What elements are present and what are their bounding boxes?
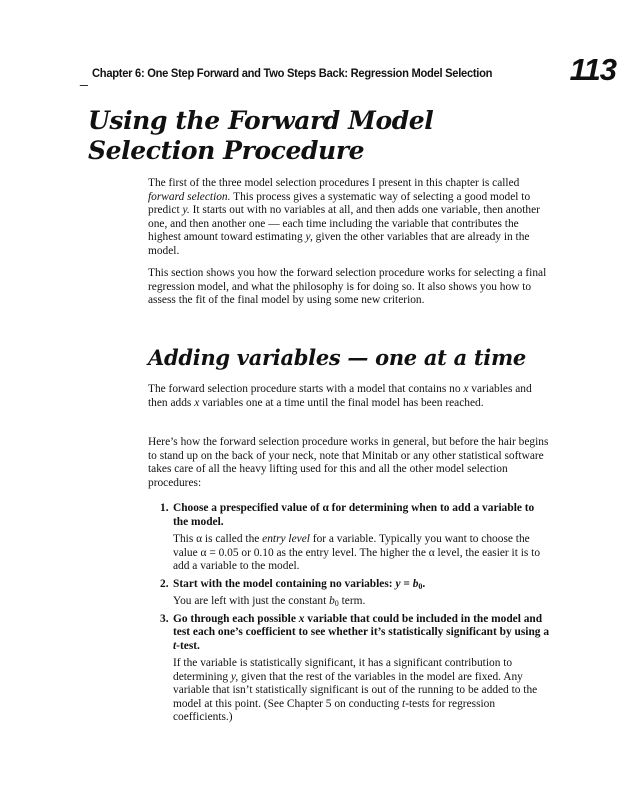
- emphasis: x: [463, 383, 469, 395]
- text-run: -tests for regression coefficients.): [173, 697, 496, 723]
- emphasis: y,: [305, 231, 313, 243]
- subscript: 0: [418, 581, 423, 591]
- overview-paragraph: This section shows you how the forward selection procedure works for selecting a final regression model, and what the philosophy is for doing so. It also shows you how to assess the fit of the final model by using some new criterion.: [148, 267, 547, 306]
- subsection-title: Adding variables — one at a time: [148, 345, 526, 370]
- emphasis: y: [395, 577, 401, 590]
- text-run: variables and then adds: [148, 383, 532, 409]
- text-run: =: [400, 577, 413, 590]
- text-run: If the variable is statistically significant, it has a significant contribution to determining: [173, 657, 513, 683]
- emphasis: y,: [230, 670, 239, 683]
- text-run: term.: [338, 595, 366, 607]
- text-run: variables one at a time until the final model has been reached.: [199, 396, 484, 409]
- text-run: Start with the model containing no variables:: [173, 577, 396, 590]
- procedure-general-paragraph: Here’s how the forward selection procedure works in general, but before the hair begins to stand up on the back of your neck, note that Minitab or any other statistical software takes care of all the heavy lifting used for this and all the other model selection procedures:: [148, 436, 549, 489]
- section-title: [88, 106, 433, 166]
- procedure-intro-paragraph: [148, 383, 550, 410]
- text-run: You are left with just the constant: [173, 595, 330, 607]
- step-title: Choose a prespecified value of α for determining when to add a variable to the model.: [173, 502, 535, 528]
- emphasis: x: [298, 612, 305, 625]
- step-item: [148, 613, 550, 725]
- step-description: [173, 533, 550, 574]
- emphasis: b: [329, 595, 335, 607]
- text-run: variable that could be included in the model and test each one’s coefficient to see whether it’s statistically significant by using a: [173, 612, 550, 638]
- step-description: [173, 595, 550, 609]
- step-item: [148, 502, 550, 574]
- steps-list: [148, 502, 550, 725]
- running-title: Chapter 6: One Step Forward and Two Steps Back: Regression Model Selection: [92, 66, 493, 80]
- running-header: [80, 52, 620, 94]
- emphasis: b: [412, 577, 419, 590]
- emphasis: x: [194, 396, 200, 409]
- section-title-line1: Using the Forward Model: [88, 106, 434, 135]
- text-run: -test.: [176, 639, 200, 652]
- emphasis: y.: [182, 204, 190, 216]
- step-number: 2.: [160, 577, 169, 590]
- subscript: 0: [334, 599, 339, 608]
- text-run: .: [422, 577, 426, 590]
- emphasis: forward selection.: [148, 190, 231, 203]
- emphasis: t: [173, 639, 177, 652]
- text-run: for a variable. Typically you want to choose the value α = 0.05 or 0.10 as the entry level. The higher the α level, the easier it is to add a variable to the model.: [173, 533, 541, 572]
- text-run: given that the rest of the variables in the model are fixed. Any variable that isn’t statistically significant is out of the running to be added to the model at this point. (See Chapter 5 on conducting: [173, 670, 538, 710]
- text-run: The forward selection procedure starts with a model that contains no: [148, 383, 464, 395]
- step-item: [148, 578, 550, 609]
- step-title: [173, 613, 550, 654]
- text-run: Go through each possible: [173, 612, 299, 625]
- text-run: It starts out with no variables at all, and then adds one variable, then another one, and then another one — each time including the variable that contributes the highest amount toward estimating: [148, 204, 540, 243]
- text-run: given the other variables that are already in the model.: [148, 231, 530, 257]
- text-run: The first of the three model selection procedures I present in this chapter is called: [148, 177, 520, 189]
- header-dash: _: [80, 70, 88, 86]
- text-run: This α is called the: [173, 533, 263, 545]
- section-title-line2: Selection Procedure: [88, 136, 365, 165]
- step-title: [173, 578, 550, 592]
- intro-paragraph: [148, 177, 550, 258]
- emphasis: t: [402, 697, 406, 710]
- step-description: [173, 657, 550, 725]
- step-number: 3.: [160, 612, 169, 625]
- emphasis: entry level: [262, 533, 310, 545]
- step-number: 1.: [160, 502, 169, 514]
- page-number: 113: [569, 52, 616, 87]
- text-run: This process gives a systematic way of selecting a good model to predict: [148, 190, 531, 216]
